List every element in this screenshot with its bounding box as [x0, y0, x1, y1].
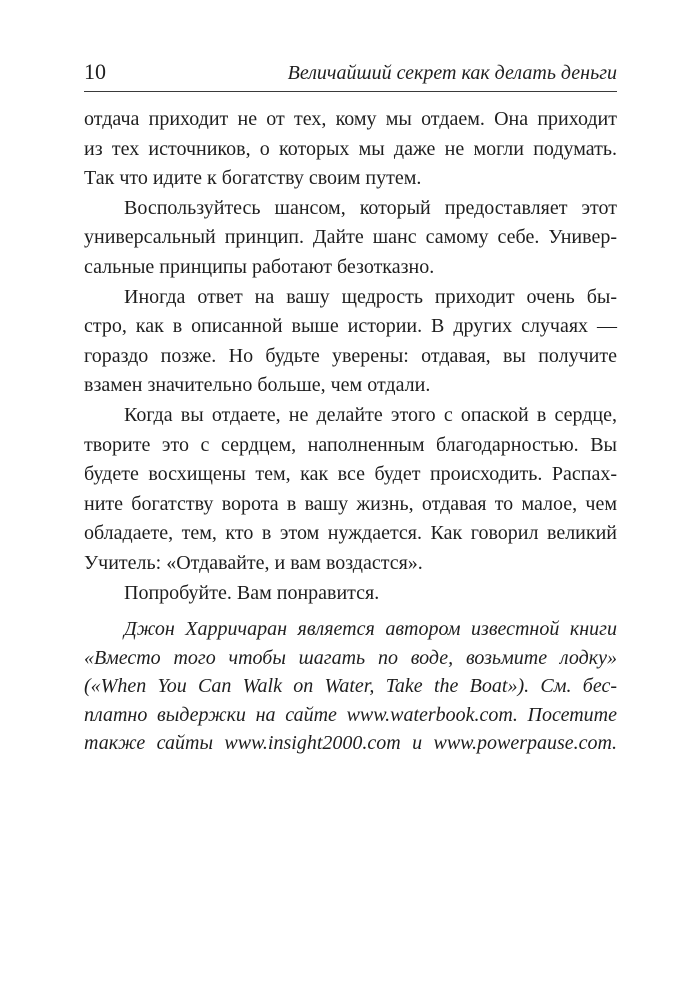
text-line: будете восхищены тем, как все будет происходить. Распах- [84, 463, 617, 486]
page-header [84, 57, 617, 92]
text-line: стро, как в описанной выше истории. В других случаях — [84, 315, 617, 338]
main-text [84, 105, 617, 608]
text-line: творите это с сердцем, наполненным благодарностью. Вы [84, 433, 617, 456]
text-line: из тех источников, о которых мы даже не могли подумать. [84, 137, 617, 160]
running-title: Величайший секрет как делать деньги [287, 62, 617, 84]
author-note [84, 615, 617, 758]
text-line: Так что идите к богатству своим путем. [84, 167, 422, 190]
text-line: ните богатству ворота в вашу жизнь, отдавая то малое, чем [84, 492, 617, 515]
text-line: Учитель: «Отдавайте, и вам воздастся». [84, 551, 423, 574]
note-line: платно выдержки на сайте www.waterbook.com. Посетите [84, 703, 617, 726]
text-line: Иногда ответ на вашу щедрость приходит очень бы- [124, 285, 617, 308]
text-line: гораздо позже. Но будьте уверены: отдавая, вы получите [84, 344, 617, 367]
note-line: «Вместо того чтобы шагать по воде, возьмите лодку» [84, 646, 617, 669]
page-number: 10 [84, 59, 106, 84]
text-line: Попробуйте. Вам понравится. [124, 581, 380, 604]
text-line: универсальный принцип. Дайте шанс самому себе. Универ- [84, 226, 617, 249]
text-line: обладаете, тем, кто в этом нуждается. Как говорил великий [84, 522, 617, 545]
text-line: Когда вы отдаете, не делайте этого с опаской в сердце, [124, 403, 617, 426]
text-line: взамен значительно больше, чем отдали. [84, 374, 431, 397]
text-line: Воспользуйтесь шансом, который предоставляет этот [124, 196, 617, 219]
text-line: отдача приходит не от тех, кому мы отдаем. Она приходит [84, 108, 617, 130]
note-line: также сайты www.insight2000.com и www.powerpause.com. [84, 732, 617, 755]
note-line: Джон Харричаран является автором известной книги [124, 618, 617, 640]
text-line: сальные принципы работают безотказно. [84, 255, 435, 278]
note-line: («When You Can Walk on Water, Take the Boat»). См. бес- [84, 675, 617, 698]
